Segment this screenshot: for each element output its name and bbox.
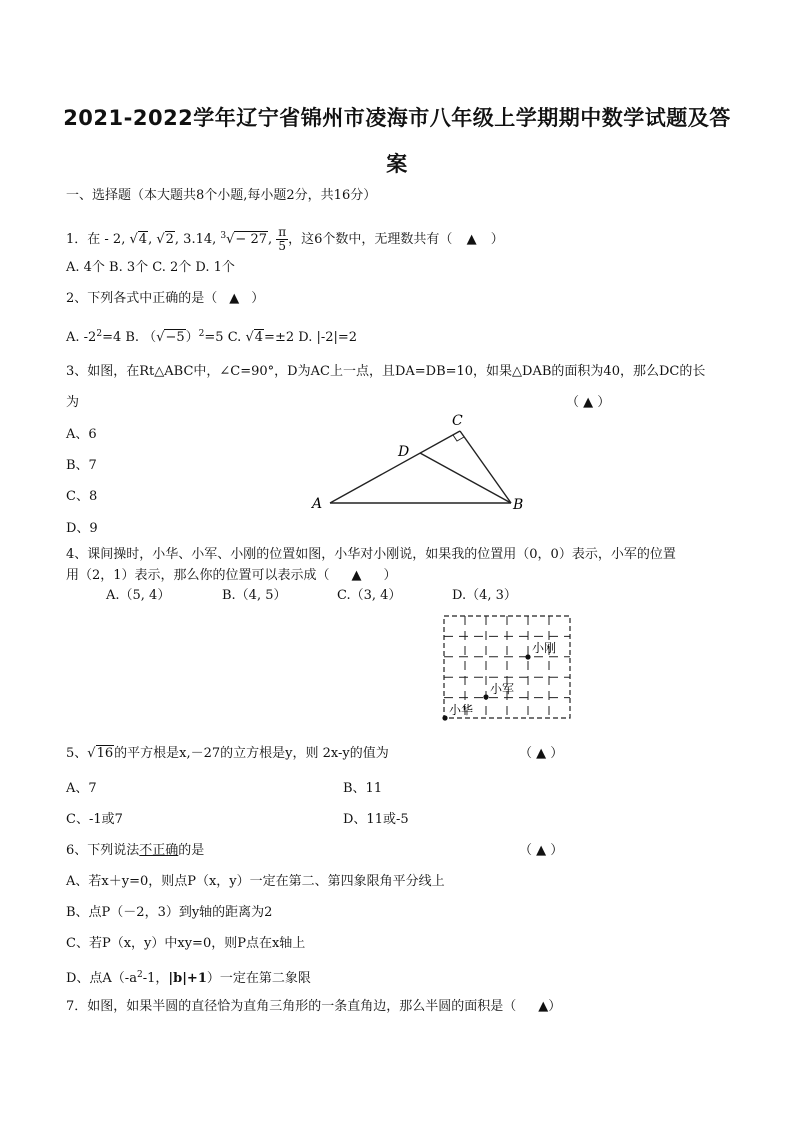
question-4-option-d: D.（4, 3） <box>452 588 517 603</box>
point-xiaojun <box>483 694 488 699</box>
question-6-option-d: D、点$A(-a^2-1$，|b|+1）一定在第二象限 <box>66 970 311 986</box>
question-4-option-b: B.（4, 5） <box>222 588 287 603</box>
question-3-option-b: B、7 <box>66 458 97 473</box>
label-a: A <box>312 496 323 512</box>
section-heading: 一、选择题（本大题共8个小题,每小题2分，共16分） <box>66 188 377 203</box>
question-1-options: A. 4个 B. 3个 C. 2个 D. 1个 <box>66 260 235 275</box>
sqrt-4: √4 <box>129 232 148 247</box>
question-3-option-c: C、8 <box>66 489 98 504</box>
question-5-option-d: D、11或-5 <box>343 812 409 827</box>
pi-over-5: $\frac{\pi}{5}$ <box>278 225 287 253</box>
question-5: 5、√16的平方根是x,－27的立方根是y，则 2x-y的值为 <box>66 743 389 765</box>
question-3-line1: 3、如图，在Rt△ABC中，∠C=90°，D为AC上一点，且DA=DB=10，如果△DAB的面积为40，那么DC的长 <box>66 364 706 379</box>
answer-mark: ▲ <box>229 291 240 306</box>
answer-mark: ▲ <box>351 568 362 583</box>
question-4-line2: 用（2，1）表示，那么你的位置可以表示成（ ▲ ） <box>66 568 397 583</box>
label-b: B <box>513 497 524 513</box>
question-5-option-a: A、7 <box>66 781 97 796</box>
sqrt-16: √16 <box>87 746 114 761</box>
segment-ac <box>330 431 460 503</box>
answer-paren: ▲） <box>538 999 562 1014</box>
label-xiaohua: 小华 <box>449 703 474 717</box>
sqrt-2: √2 <box>156 232 174 247</box>
question-6-option-b: B、点P（－2，3）到y轴的距离为2 <box>66 905 273 920</box>
cube-root: $^3$√− 27 <box>220 231 267 247</box>
question-6-answer-paren: （ ▲ ） <box>519 843 564 858</box>
question-2: 2、下列各式中正确的是（ ▲ ） <box>66 291 265 306</box>
page-title: 2021-2022学年辽宁省锦州市凌海市八年级上学期期中数学试题及答 <box>63 106 731 130</box>
q1-prefix: 1．在 - 2, <box>66 232 126 247</box>
question-6-option-c: C、若P（x，y）中xy=0，则P点在x轴上 <box>66 936 306 951</box>
label-d: D <box>398 444 410 460</box>
question-1: 1．在 - 2, √4, √2, 3.14, $^3$√− 27, $\frac{\pi}{5}$ ，这6个数中，无理数共有（ ▲ ） <box>66 225 504 253</box>
question-3-option-a: A、6 <box>66 427 97 442</box>
point-xiaohua <box>442 715 447 720</box>
position-grid <box>436 610 578 728</box>
answer-mark: ▲ <box>466 232 477 247</box>
question-6-option-a: A、若x＋y=0，则点P（x，y）一定在第二、第四象限角平分线上 <box>66 874 445 889</box>
page-title-cont: 案 <box>386 152 408 176</box>
question-4-option-c: C.（3, 4） <box>337 588 402 603</box>
question-3-answer-paren: （ ▲ ） <box>566 395 611 410</box>
triangle-figure <box>300 410 540 520</box>
question-4-line1: 4、课间操时，小华、小军、小刚的位置如图，小华对小刚说，如果我的位置用（0，0）表示，小军的位置 <box>66 547 676 562</box>
segment-cb <box>460 431 511 503</box>
question-5-answer-paren: （ ▲ ） <box>519 746 564 761</box>
question-5-option-b: B、11 <box>343 781 383 796</box>
underlined-word: 不正确 <box>139 843 179 858</box>
point-xiaogang <box>525 654 530 659</box>
label-c: C <box>452 413 463 429</box>
question-6: 6、下列说法不正确的是 <box>66 843 205 858</box>
question-7: 7．如图，如果半圆的直径恰为直角三角形的一条直角边，那么半圆的面积是（ ▲） <box>66 999 562 1014</box>
question-3-line2: 为 <box>66 395 80 410</box>
sqrt-4-c: √4 <box>245 330 264 345</box>
segment-db <box>420 453 511 503</box>
label-xiaogang: 小刚 <box>532 641 557 655</box>
right-angle-mark <box>453 435 464 441</box>
question-5-option-c: C、-1或7 <box>66 812 123 827</box>
sqrt-neg5: √−5 <box>156 330 185 345</box>
question-3-option-d: D、9 <box>66 521 98 536</box>
label-xiaojun: 小军 <box>490 682 515 696</box>
question-2-options: A. $-2^2=4$ B. $(√-5)^2=5$ C. √4=±2 D. |-2|=2 <box>66 329 358 345</box>
question-4-option-a: A.（5, 4） <box>106 588 171 603</box>
